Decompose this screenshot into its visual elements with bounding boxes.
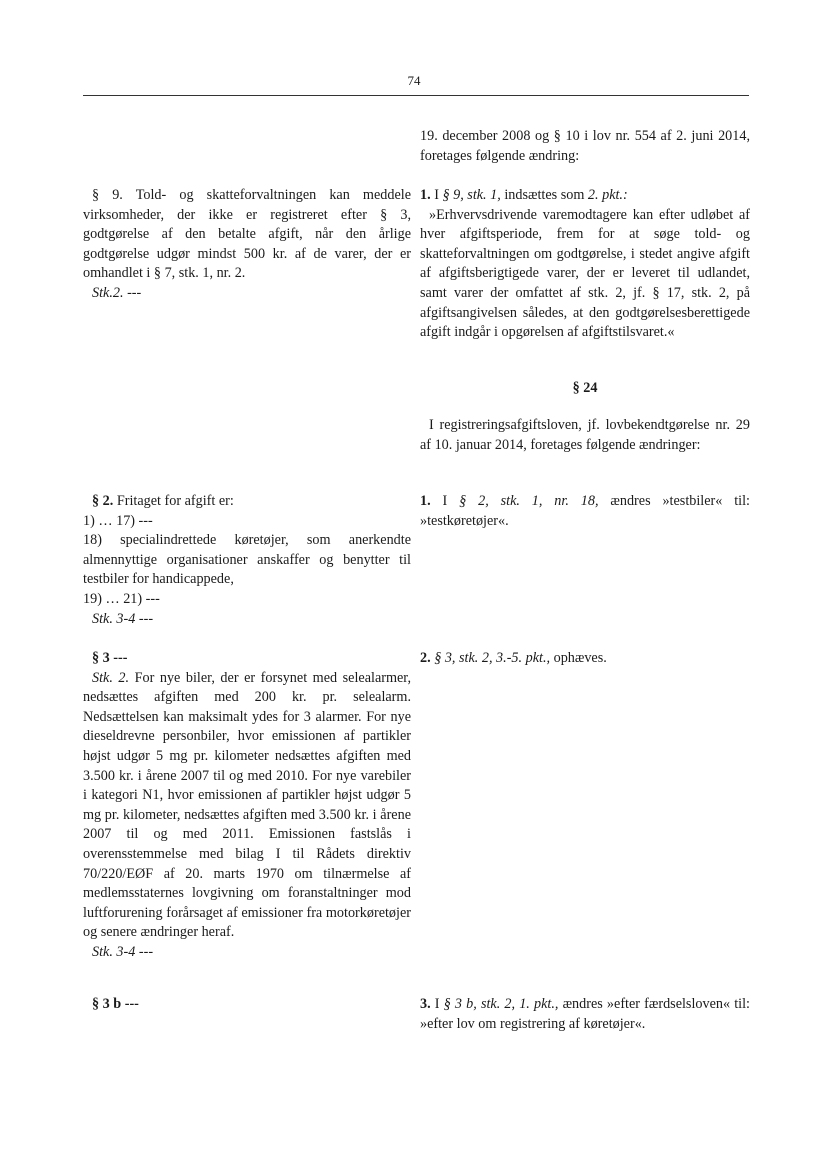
paragraph-ref: § 2, stk. 1, nr. 18, <box>459 493 599 509</box>
paragraph-ref: 2. pkt.: <box>587 187 628 203</box>
section-number: § 2. <box>92 493 114 509</box>
section-24-intro-text: I registreringsafgiftsloven, jf. lovbekendtgørelse nr. 29 af 10. januar 2014, foretages følgende ændringer: <box>420 417 750 453</box>
section-text: Fritaget for afgift er: <box>113 493 234 509</box>
stk-label: Stk. 2. <box>92 669 130 686</box>
paragraph-ref: § 9, stk. 1, <box>442 187 501 203</box>
stk-text: --- <box>123 284 142 301</box>
stk-label: Stk.2. <box>92 284 124 301</box>
change-text: I <box>430 493 460 509</box>
amendment-1-heading <box>420 186 750 206</box>
amendment-number: 1. <box>420 187 431 203</box>
list-item: 1) … 17) --- <box>83 512 153 529</box>
stk-text: --- <box>135 610 154 627</box>
list-item: 18) specialindrettede køretøjer, som anerkendte almennyttige organisationer anskaffer og benytter til testbiler for handicappede, <box>83 532 411 588</box>
header-rule <box>83 95 749 96</box>
list-item: 19) … 21) --- <box>83 590 160 607</box>
stk-label: Stk. 3-4 <box>92 943 136 960</box>
intro-text: 19. december 2008 og § 10 i lov nr. 554 af 2. juni 2014, foretages følgende ændring: <box>420 128 750 164</box>
stk-text: --- <box>135 943 154 960</box>
section-number: § 3 --- <box>92 650 128 666</box>
change-text: ændres »testbiler« til: »testkøretøjer«. <box>420 493 750 529</box>
stk-label: Stk. 3-4 <box>92 610 136 627</box>
current-law-s3b <box>83 995 411 1015</box>
current-law-s9 <box>83 186 411 304</box>
amendment-1 <box>420 186 750 343</box>
section-24-intro <box>420 416 750 455</box>
paragraph-ref: § 3, stk. 2, 3.-5. pkt., <box>430 650 551 666</box>
section-number: § 3 b --- <box>92 996 139 1012</box>
amendment-text: indsættes som <box>500 187 588 203</box>
stk-text: For nye biler, der er forsynet med selealarmer, nedsættes afgiften med 200 kr. pr. selealarm. Nedsættelsen kan maksimalt ydes for 3 alarmer. For nye dieseldrevne personbiler, hvor emissionen af partikler højst udgør 5 mg pr. kilometer nedsættes afgiften med 3.500 kr. i årene 2007 til og med 2010. For nye varebiler i kategori N1, hvor emissionen af partikler højst udgør 5 mg pr. kilometer, nedsættes afgiften med 3.500 kr. i årene 2007 til og med 2011. Emissionen fastslås i overensstemmelse med bilag I til Rådets direktiv 70/220/EØF af 20. marts 1970 om tilnærmelse af medlemsstaternes lovgivning om foranstaltninger mod luftforurening forårsaget af emissioner fra motorkøretøjer og senere ændringer heraf. <box>83 669 412 941</box>
s9-text: § 9. Told- og skatteforvaltningen kan meddele virksomheder, der ikke er registreret efter § 3, godtgørelse af den betalte afgift, når den årlige godtgørelse udgør mindst 500 kr. af de varer, der er omhandlet i § 7, stk. 1, nr. 2. <box>83 187 411 282</box>
page-number: 74 <box>407 73 421 88</box>
section-24-heading <box>420 379 750 399</box>
change-text: ændres »efter færdselsloven« til: »efter lov om registrering af køretøjer«. <box>420 996 750 1032</box>
change-number: 3. <box>420 996 431 1012</box>
paragraph-ref: § 3 b, stk. 2, 1. pkt., <box>443 996 559 1012</box>
amendment-intro <box>420 127 750 166</box>
change-1 <box>420 492 750 531</box>
section-number: § 24 <box>572 380 598 396</box>
change-3 <box>420 995 750 1034</box>
current-law-s2 <box>83 492 411 629</box>
amendment-text: I <box>430 187 443 203</box>
amendment-1-quote: »Erhvervsdrivende varemodtagere kan efter udløbet af hver afgiftsperiode, frem for at søge told- og skatteforvaltningen om godtgørelse, i stedet angive afgift af afgiftsberigtigede varer, der er leveret til udlandet, samt varer der omfattet af stk. 2, jf. § 17, stk. 2, på afgiftsangivelsen således, at den godtgørelsesberettigede afgift indgår i opgørelsen af afgiftstilsvaret.« <box>420 206 750 341</box>
change-text: ophæves. <box>550 650 607 666</box>
change-number: 1. <box>420 493 431 509</box>
change-text: I <box>430 996 444 1012</box>
current-law-s3 <box>83 649 411 963</box>
change-number: 2. <box>420 650 431 666</box>
change-2 <box>420 649 750 669</box>
